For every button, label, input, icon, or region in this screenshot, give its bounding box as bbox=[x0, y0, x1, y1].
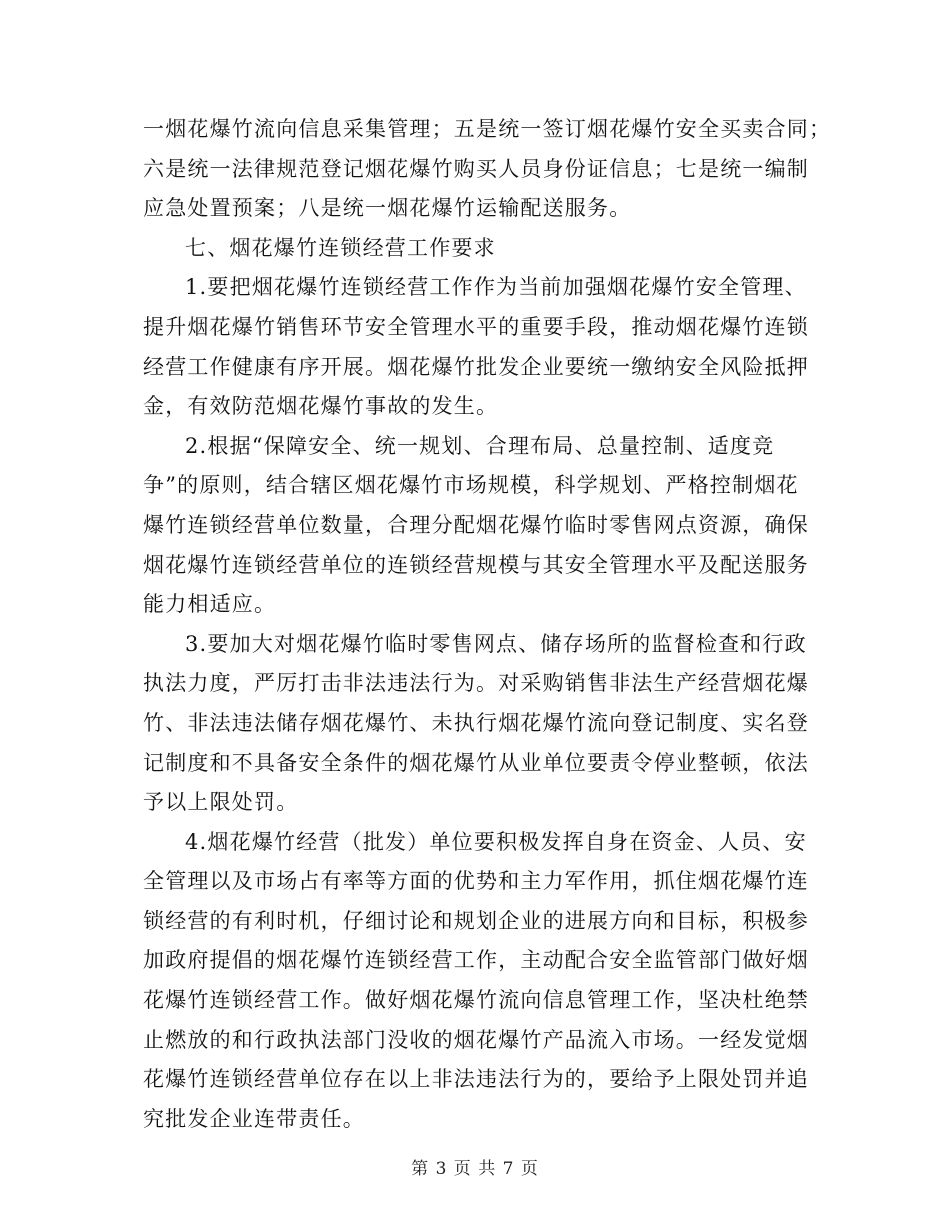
text-line: 应急处置预案；八是统一烟花爆竹运输配送服务。 bbox=[143, 196, 632, 221]
section-heading: 七、烟花爆竹连锁经营工作要求 bbox=[185, 235, 496, 260]
text-line: 记制度和不具备安全条件的烟花爆竹从业单位要责令停业整顿，依法 bbox=[143, 750, 809, 775]
text-line: 争”的原则，结合辖区烟花爆竹市场规模，科学规划、严格控制烟花 bbox=[143, 473, 799, 498]
text-line: 提升烟花爆竹销售环节安全管理水平的重要手段，推动烟花爆竹连锁 bbox=[143, 314, 809, 339]
text-line: 4.烟花爆竹经营（批发）单位要积极发挥自身在资金、人员、安 bbox=[185, 829, 807, 854]
text-line: 六是统一法律规范登记烟花爆竹购买人员身份证信息；七是统一编制 bbox=[143, 156, 809, 181]
text-line: 花爆竹连锁经营工作。做好烟花爆竹流向信息管理工作，坚决杜绝禁 bbox=[143, 988, 809, 1013]
text-line: 经营工作健康有序开展。烟花爆竹批发企业要统一缴纳安全风险抵押 bbox=[143, 354, 809, 379]
text-line: 止燃放的和行政执法部门没收的烟花爆竹产品流入市场。一经发觉烟 bbox=[143, 1027, 809, 1052]
text-line: 究批发企业连带责任。 bbox=[143, 1106, 365, 1131]
document-body bbox=[143, 110, 832, 1139]
text-line: 能力相适应。 bbox=[143, 592, 277, 617]
text-line: 执法力度，严厉打击非法违法行为。对采购销售非法生产经营烟花爆 bbox=[143, 671, 809, 696]
text-line: 竹、非法违法储存烟花爆竹、未执行烟花爆竹流向登记制度、实名登 bbox=[143, 710, 809, 735]
text-line: 全管理以及市场占有率等方面的优势和主力军作用，抓住烟花爆竹连 bbox=[143, 869, 809, 894]
text-line: 爆竹连锁经营单位数量，合理分配烟花爆竹临时零售网点资源，确保 bbox=[143, 512, 809, 537]
text-line: 3.要加大对烟花爆竹临时零售网点、储存场所的监督检查和行政 bbox=[185, 631, 807, 656]
page-number-footer: 第 3 页 共 7 页 bbox=[411, 1159, 539, 1179]
text-line: 加政府提倡的烟花爆竹连锁经营工作，主动配合安全监管部门做好烟 bbox=[143, 948, 809, 973]
text-line: 一烟花爆竹流向信息采集管理；五是统一签订烟花爆竹安全买卖合同； bbox=[143, 117, 832, 141]
text-line: 花爆竹连锁经营单位存在以上非法违法行为的，要给予上限处罚并追 bbox=[143, 1067, 809, 1092]
text-line: 2.根据“保障安全、统一规划、合理布局、总量控制、适度竞 bbox=[185, 433, 775, 458]
text-line: 锁经营的有利时机，仔细讨论和规划企业的进展方向和目标，积极参 bbox=[143, 908, 809, 933]
text-line: 予以上限处罚。 bbox=[143, 790, 299, 815]
text-line: 烟花爆竹连锁经营单位的连锁经营规模与其安全管理水平及配送服务 bbox=[143, 552, 809, 577]
text-line: 1.要把烟花爆竹连锁经营工作作为当前加强烟花爆竹安全管理、 bbox=[185, 275, 807, 300]
text-line: 金，有效防范烟花爆竹事故的发生。 bbox=[143, 394, 499, 419]
